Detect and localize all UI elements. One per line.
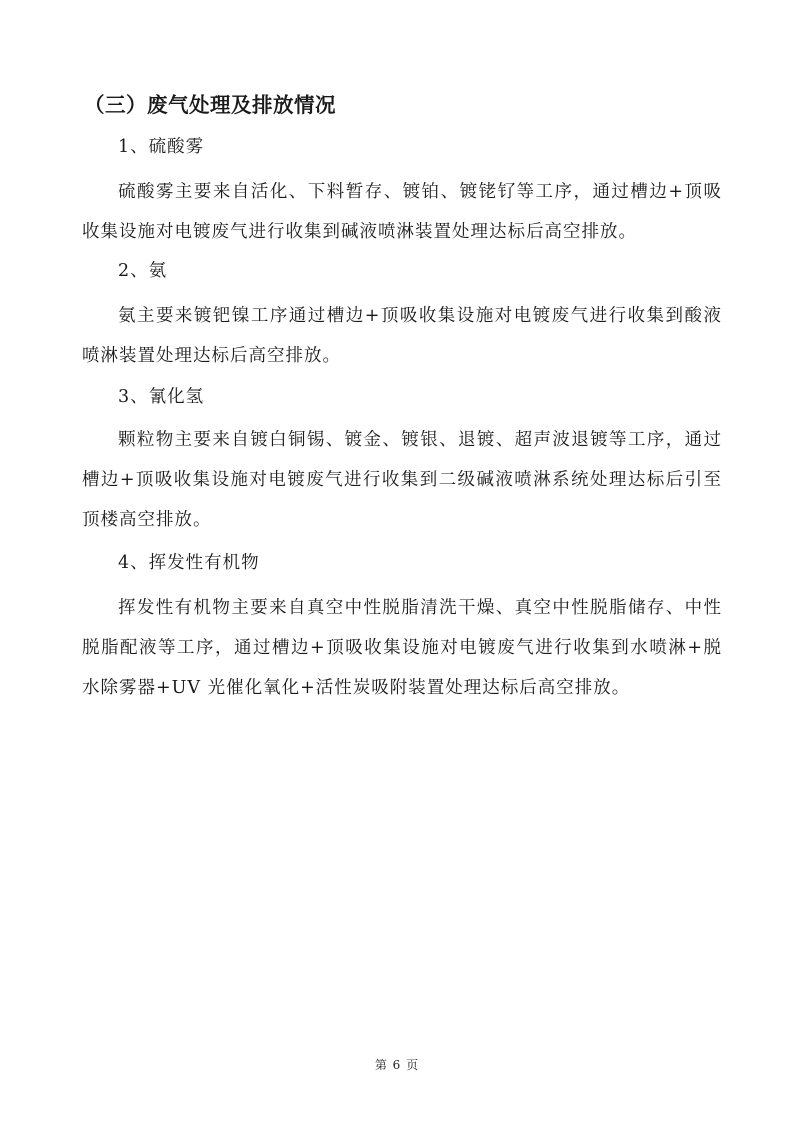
item-body-hydrogen-cyanide: 颗粒物主要来自镀白铜锡、镀金、镀银、退镀、超声波退镀等工序，通过槽边+顶吸收集设施对电镀废气进行收集到二级碱液喷淋系统处理达标后引至顶楼高空排放。 — [82, 430, 722, 530]
item-heading-vocs: 4、挥发性有机物 — [118, 553, 260, 573]
item-heading-hydrogen-cyanide: 3、氰化氢 — [118, 387, 205, 407]
item-body-ammonia: 氨主要来镀钯镍工序通过槽边+顶吸收集设施对电镀废气进行收集到酸液喷淋装置处理达标后高空排放。 — [82, 306, 722, 366]
page-number: 第 6 页 — [374, 1058, 420, 1072]
item-heading-sulfuric-acid-mist: 1、硫酸雾 — [118, 137, 205, 157]
item-heading-ammonia: 2、氨 — [118, 261, 168, 281]
item-body-vocs: 挥发性有机物主要来自真空中性脱脂清洗干燥、真空中性脱脂储存、中性脱脂配液等工序，通过槽边+顶吸收集设施对电镀废气进行收集到水喷淋+脱水除雾器+UV 光催化氧化+活性炭吸附装置处理达标后高空排放。 — [82, 598, 722, 698]
item-body-sulfuric-acid-mist: 硫酸雾主要来自活化、下料暂存、镀铂、镀铑钌等工序，通过槽边+顶吸收集设施对电镀废气进行收集到碱液喷淋装置处理达标后高空排放。 — [82, 182, 722, 242]
section-title: （三）废气处理及排放情况 — [84, 93, 336, 117]
